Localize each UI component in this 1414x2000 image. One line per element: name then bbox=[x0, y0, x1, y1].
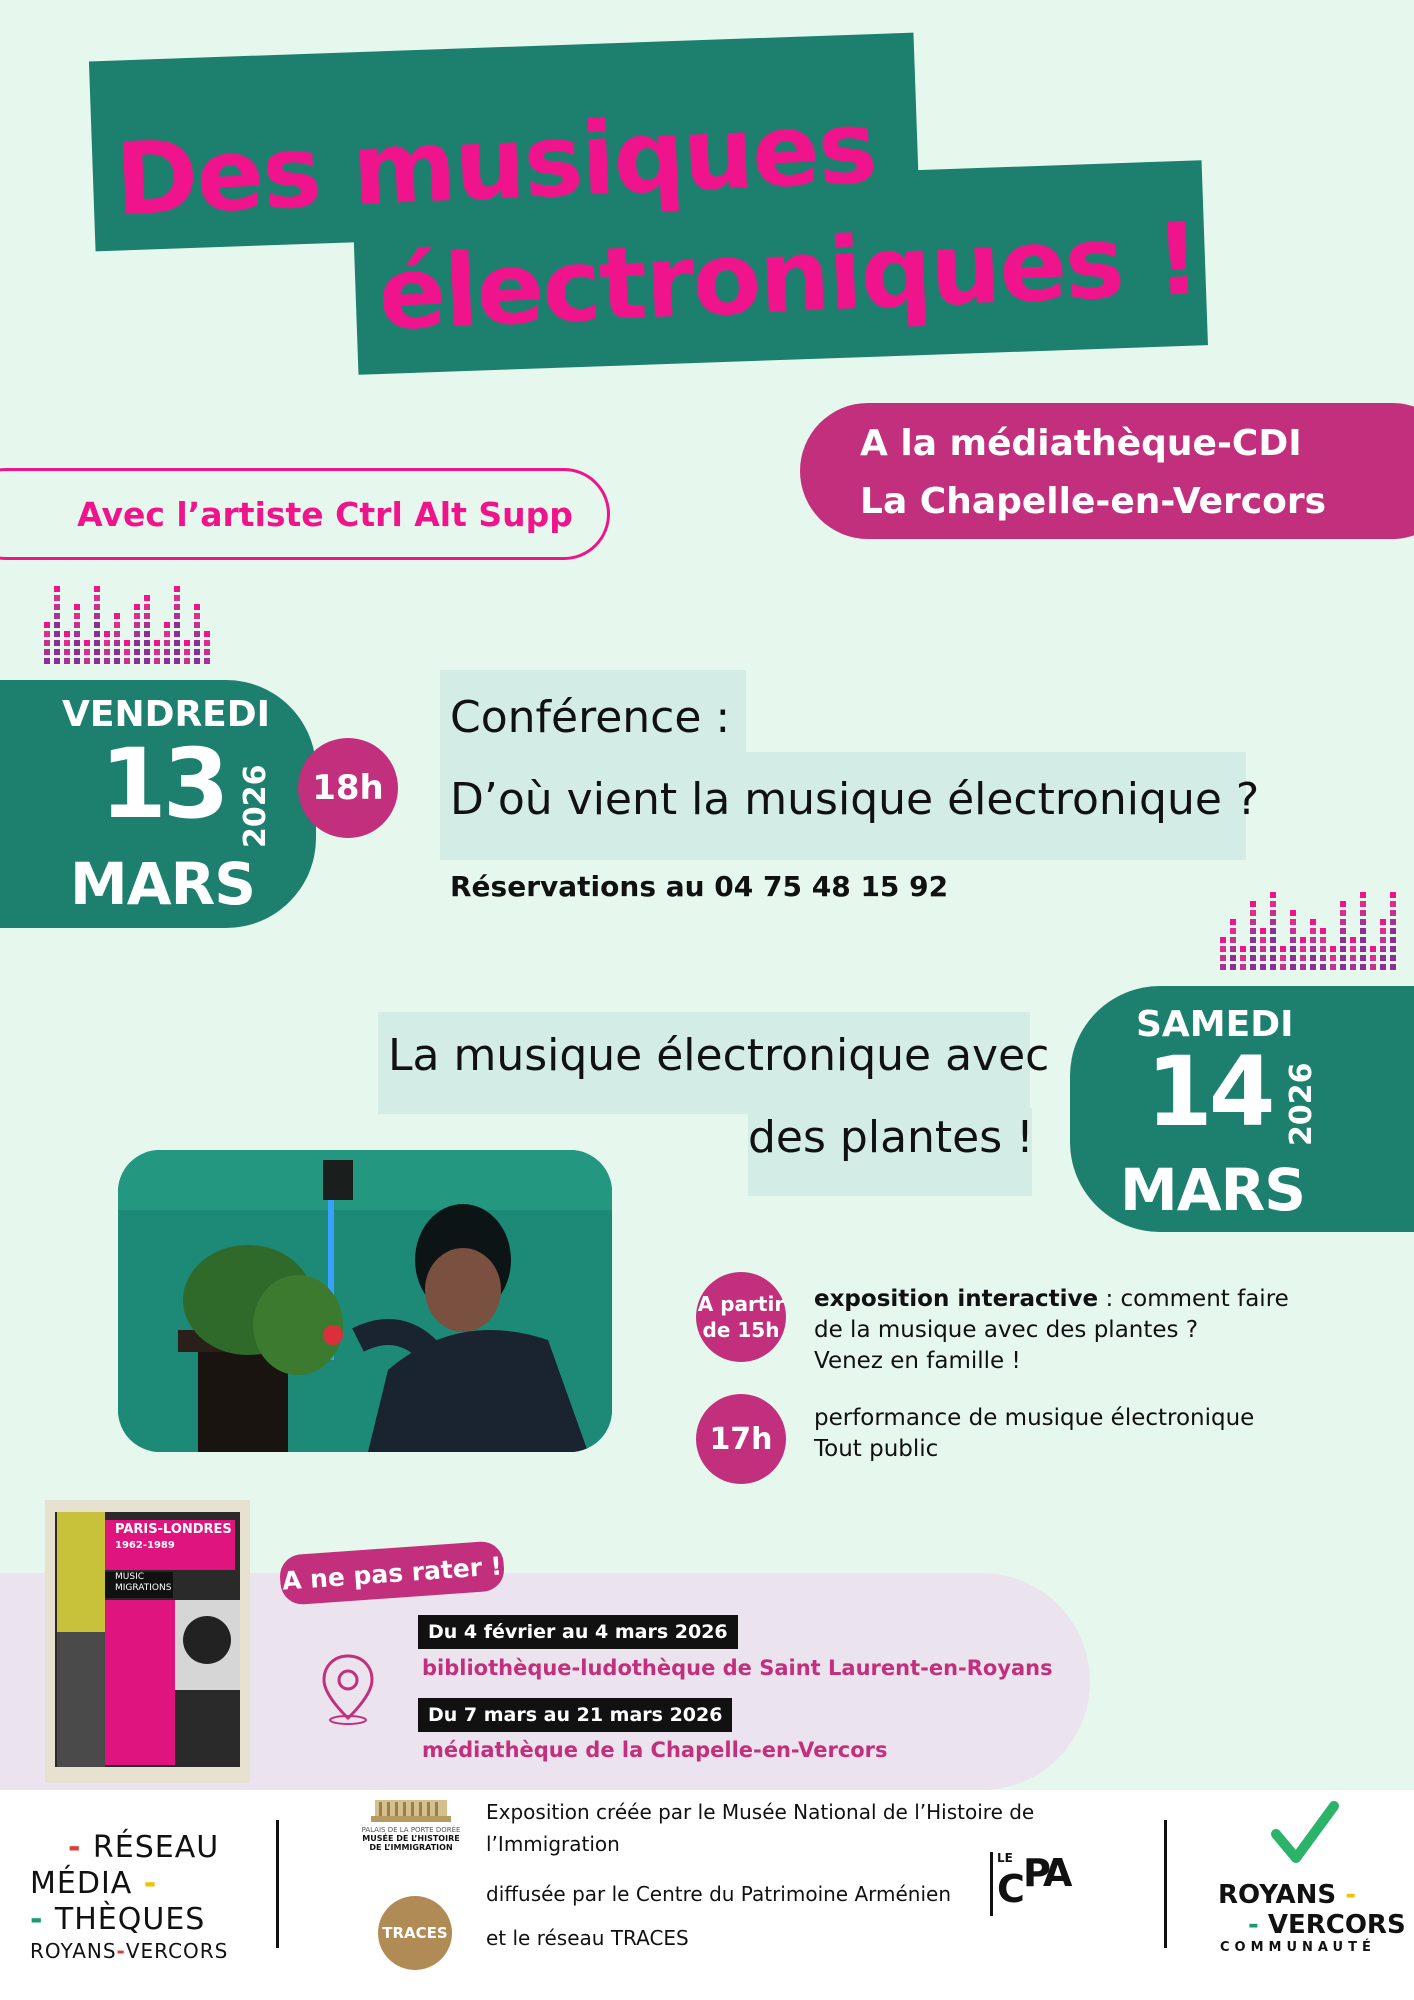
cpa-a: A bbox=[1043, 1851, 1073, 1895]
equalizer-bar bbox=[74, 604, 80, 664]
equalizer-bar bbox=[114, 613, 120, 664]
slot2-text2: Tout public bbox=[814, 1436, 939, 1462]
equalizer-bar bbox=[204, 631, 210, 664]
place-2: médiathèque de la Chapelle-en-Vercors bbox=[422, 1738, 888, 1762]
cpa-le: LE bbox=[997, 1851, 1013, 1865]
royans-l1: ROYANS bbox=[1218, 1880, 1337, 1910]
venue-line-1: A la médiathèque-CDI bbox=[860, 423, 1302, 464]
slot1-text3: Venez en famille ! bbox=[814, 1348, 1021, 1374]
reseau-l1: RÉSEAU bbox=[92, 1830, 220, 1865]
royans-l2: VERCORS bbox=[1267, 1910, 1406, 1940]
equalizer-bar bbox=[1250, 901, 1256, 970]
slot1-text2: de la musique avec des plantes ? bbox=[814, 1317, 1199, 1343]
reservation-text: Réservations au 04 75 48 15 92 bbox=[450, 870, 949, 903]
reseau-l5: VERCORS bbox=[125, 1939, 229, 1963]
equalizer-bar bbox=[1240, 946, 1246, 970]
equalizer-bar bbox=[144, 595, 150, 664]
equalizer-bar bbox=[194, 604, 200, 664]
equalizer-bar bbox=[1270, 892, 1276, 970]
plants-title-2: des plantes ! bbox=[748, 1112, 1034, 1163]
slot1-text bbox=[814, 1284, 1289, 1377]
year-label: 2026 bbox=[238, 764, 273, 848]
equalizer-bar bbox=[1320, 928, 1326, 970]
book-sub-2: MIGRATIONS bbox=[115, 1583, 172, 1593]
artist-pill bbox=[0, 468, 610, 560]
hour-badge bbox=[696, 1272, 786, 1362]
equalizer-bar bbox=[64, 631, 70, 664]
day-number: 14 bbox=[1146, 1036, 1272, 1148]
equalizer-bar bbox=[1370, 946, 1376, 970]
musee-l1: PALAIS DE LA PORTE DORÉE bbox=[361, 1826, 461, 1834]
credit-1b: l’Immigration bbox=[486, 1832, 620, 1856]
artist-text: Avec l’artiste Ctrl Alt Supp bbox=[77, 494, 573, 534]
equalizer-bar bbox=[94, 586, 100, 664]
royans-l3: COMMUNAUTÉ bbox=[1220, 1940, 1376, 1955]
equalizer-bar bbox=[1340, 901, 1346, 970]
plants-title-1: La musique électronique avec bbox=[388, 1030, 1050, 1081]
photo-illustration bbox=[118, 1150, 612, 1452]
equalizer-bar bbox=[1350, 937, 1356, 970]
conference-label: Conférence : bbox=[450, 692, 731, 743]
hour-badge: 17h bbox=[696, 1394, 786, 1484]
equalizer-bar bbox=[124, 640, 130, 664]
checkmark-icon bbox=[1270, 1800, 1340, 1870]
venue-line-2: La Chapelle-en-Vercors bbox=[860, 481, 1327, 522]
title-line-2: électroniques ! bbox=[375, 200, 1202, 353]
year-label: 2026 bbox=[1284, 1062, 1319, 1146]
footer-separator bbox=[1164, 1820, 1167, 1948]
book-title-1: PARIS-LONDRES bbox=[115, 1522, 232, 1537]
equalizer-bar bbox=[1380, 919, 1386, 970]
royans-vercors-logo: ROYANS - - VERCORS COMMUNAUTÉ bbox=[1218, 1880, 1408, 1955]
equalizer-bar bbox=[1390, 892, 1396, 970]
reseau-logo: - RÉSEAU MÉDIA - - THÈQUES ROYANS-VERCORS bbox=[30, 1830, 229, 1963]
equalizer-bar bbox=[164, 622, 170, 664]
cpa-logo bbox=[990, 1851, 1073, 1916]
place-1: bibliothèque-ludothèque de Saint Laurent-en-Royans bbox=[422, 1656, 1053, 1680]
equalizer-bar bbox=[1330, 946, 1336, 970]
musee-building-icon bbox=[371, 1796, 451, 1822]
equalizer-bar bbox=[1360, 892, 1366, 970]
equalizer-bar bbox=[1280, 946, 1286, 970]
equalizer-bar bbox=[184, 640, 190, 664]
date-block-friday bbox=[0, 680, 316, 928]
cpa-p: P bbox=[1023, 1851, 1051, 1895]
month-label: MARS bbox=[1120, 1156, 1306, 1224]
musee-l3: DE L’IMMIGRATION bbox=[369, 1843, 453, 1852]
slot1-bold: exposition interactive bbox=[814, 1286, 1099, 1312]
exhibition-book-cover bbox=[45, 1500, 250, 1783]
dates-badge-1: Du 4 février au 4 mars 2026 bbox=[418, 1615, 738, 1649]
month-label: MARS bbox=[70, 850, 256, 918]
equalizer-bar bbox=[1300, 937, 1306, 970]
photo-child-plants bbox=[118, 1150, 612, 1452]
equalizer-bar bbox=[1310, 919, 1316, 970]
equalizer-bar bbox=[54, 586, 60, 664]
equalizer-bar bbox=[134, 604, 140, 664]
footer-separator bbox=[276, 1820, 279, 1948]
location-pin-icon bbox=[318, 1652, 378, 1726]
conference-title: D’où vient la musique électronique ? bbox=[450, 774, 1260, 825]
hour-badge: 18h bbox=[298, 738, 398, 838]
highlight-label: A ne pas rater ! bbox=[279, 1540, 506, 1606]
book-sub-1: MUSIC bbox=[115, 1572, 145, 1582]
venue-pill bbox=[800, 403, 1414, 539]
day-label: SAMEDI bbox=[1136, 1004, 1294, 1045]
slot1-text1: : comment faire bbox=[1098, 1286, 1289, 1312]
traces-logo: TRACES bbox=[378, 1896, 452, 1970]
credit-1a: Exposition créée par le Musée National de l’Histoire de bbox=[486, 1800, 1035, 1824]
equalizer-bar bbox=[104, 631, 110, 664]
title-line-1: Des musiques bbox=[112, 88, 878, 239]
musee-l2: MUSÉE DE L’HISTOIRE bbox=[362, 1834, 460, 1843]
slot2-text bbox=[814, 1403, 1254, 1465]
hour-line-1: A partir bbox=[697, 1292, 785, 1316]
date-block-saturday bbox=[1070, 986, 1414, 1232]
credit-3: et le réseau TRACES bbox=[486, 1926, 689, 1950]
equalizer-bar bbox=[1260, 928, 1266, 970]
day-label: VENDREDI bbox=[62, 694, 271, 735]
musee-logo bbox=[356, 1796, 466, 1852]
reseau-l2: MÉDIA bbox=[30, 1866, 133, 1901]
day-number: 13 bbox=[100, 728, 226, 840]
dates-badge-2: Du 7 mars au 21 mars 2026 bbox=[418, 1698, 732, 1732]
equalizer-bar bbox=[84, 640, 90, 664]
credit-2: diffusée par le Centre du Patrimoine Arménien bbox=[486, 1882, 952, 1906]
equalizer-icon bbox=[1220, 892, 1396, 970]
reseau-l4: ROYANS bbox=[30, 1939, 117, 1963]
hour-line-2: de 15h bbox=[702, 1318, 780, 1342]
equalizer-icon bbox=[44, 586, 210, 664]
equalizer-bar bbox=[1220, 937, 1226, 970]
slot2-text1: performance de musique électronique bbox=[814, 1405, 1255, 1431]
cpa-c: C bbox=[997, 1867, 1025, 1911]
book-title-2: 1962-1989 bbox=[115, 1540, 175, 1551]
credits bbox=[486, 1796, 1034, 1954]
reseau-l3: THÈQUES bbox=[54, 1902, 206, 1937]
equalizer-bar bbox=[154, 640, 160, 664]
equalizer-bar bbox=[1290, 910, 1296, 970]
equalizer-bar bbox=[174, 586, 180, 664]
equalizer-bar bbox=[44, 622, 50, 664]
equalizer-bar bbox=[1230, 919, 1236, 970]
